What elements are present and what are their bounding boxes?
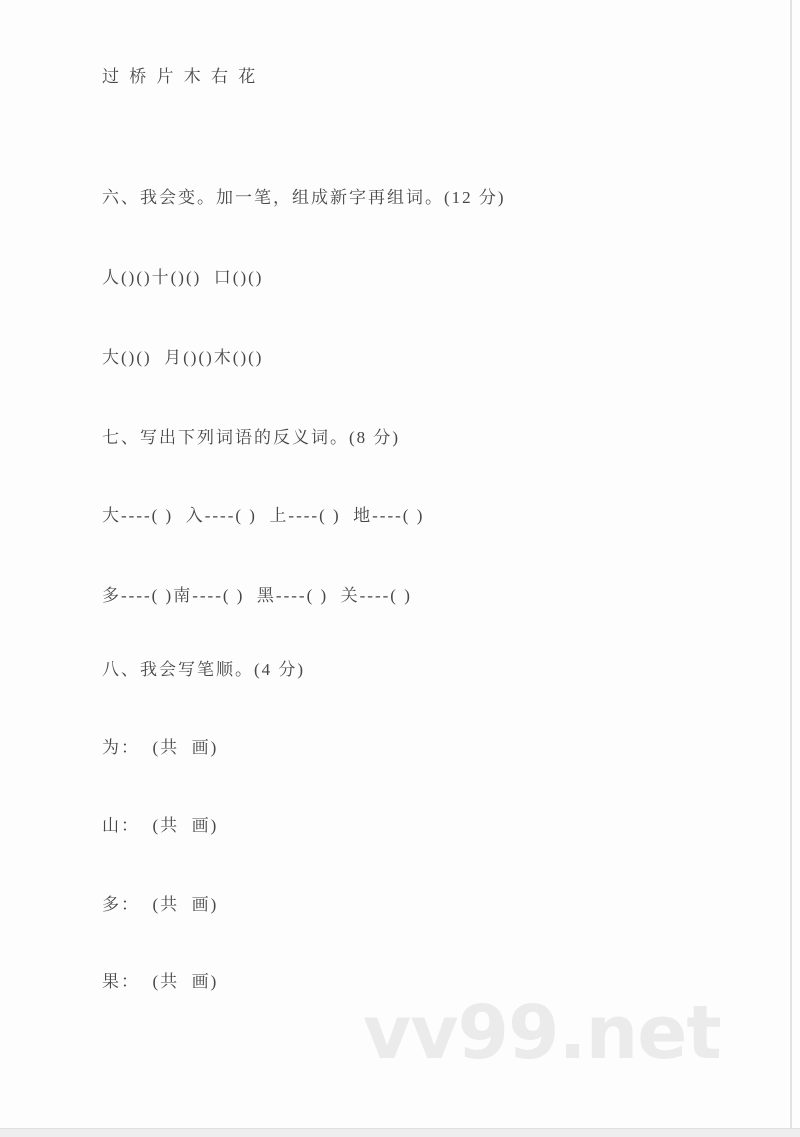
stroke-order-row-shan: 山： (共 画) [102,816,219,835]
antonym-row-2: 多----( )南----( ) 黑----( ) 关----( ) [102,586,412,605]
page-bottom-bar [0,1128,800,1137]
site-watermark: vv99.net [363,990,721,1076]
stroke-order-row-guo: 果： (共 画) [102,972,219,991]
add-stroke-row-1: 人()()十()() 口()() [102,268,264,287]
add-stroke-row-2: 大()() 月()()木()() [102,348,264,367]
stroke-order-row-wei: 为： (共 画) [102,738,219,757]
stroke-order-row-duo: 多： (共 画) [102,895,219,914]
page-right-edge-line [790,0,792,1128]
section-eight-heading: 八、我会写笔顺。(4 分) [102,660,306,679]
section-six-heading: 六、我会变。加一笔，组成新字再组词。(12 分) [102,188,506,207]
word-bank-line: 过 桥 片 木 右 花 [102,67,259,86]
antonym-row-1: 大----( ) 入----( ) 上----( ) 地----( ) [102,506,425,525]
section-seven-heading: 七、写出下列词语的反义词。(8 分) [102,428,401,447]
